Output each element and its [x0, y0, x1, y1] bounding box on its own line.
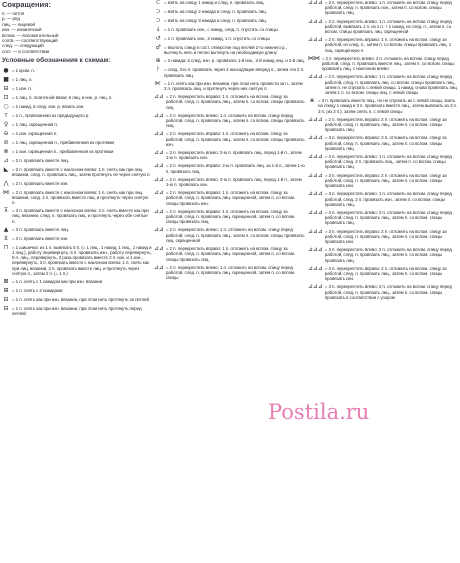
legend-list-left [2, 68, 152, 316]
abbreviation-item [2, 49, 152, 54]
legend-description: = 3 п. провязать вместе лиц. [12, 226, 70, 232]
column-left [2, 0, 152, 563]
legend-item [2, 190, 152, 206]
legend-item [308, 117, 458, 133]
abbreviation-text: соотв. — соответствующий [2, 38, 58, 44]
chart-symbol-icon: ⊿⊿⊿ [308, 0, 323, 6]
legend-item [2, 306, 152, 316]
chart-symbol-icon: ⊿⊿ [154, 130, 164, 138]
legend-item [2, 68, 152, 74]
abbreviation-text: след. — следующий [2, 43, 44, 49]
legend-item [308, 56, 458, 72]
column-middle [154, 0, 306, 563]
chart-symbol-icon: ⊿⊿⊿ [308, 227, 323, 235]
legend-item [154, 94, 306, 110]
chart-symbol-icon: ⊖ [3, 130, 9, 138]
legend-description: = 1 п. снять как при изн. вязании, при этом нить протянуть за петлей [12, 297, 149, 303]
chart-symbol-icon: ⋀ [3, 179, 9, 187]
legend-description: = 2 п. перекрестить влево: 1 п. отложить на вспом. спицу перед работой, след. п. провязать лиц. скрещенной, затем п. со вспом. спицы [165, 264, 296, 281]
legend-item [308, 135, 458, 151]
legend-description: = 1 накид, в след. изн. р. вязать изн. [12, 104, 85, 110]
chart-symbol-icon: ⊿⊿⊿ [308, 283, 323, 291]
chart-symbol-icon: ⊿⊿ [154, 226, 164, 234]
abbreviations-heading: Сокращения: [2, 0, 52, 9]
legend-item [2, 288, 152, 294]
legend-description: = 1 п. снять с 2 накидами [12, 288, 63, 294]
legend-item [154, 36, 306, 42]
chart-symbol-icon: ⊿⊿ [154, 207, 164, 215]
legend-item [308, 173, 458, 189]
legend-description: = 1 кром. п. [12, 68, 35, 74]
legend-description: = 1 лиц. п. платочной вязки: в лиц. и изн. р. лиц. п. [12, 95, 113, 101]
legend-description: = 3 п. перекрестить влево: 2 п. отложить на вспом. спицу перед работой, след. п. провязать лиц., затем п. со вспом. спицы провязать лиц. [324, 209, 452, 226]
legend-item [154, 150, 306, 160]
chart-symbol-icon: ⊿⊿ [154, 263, 164, 271]
legend-item [154, 67, 306, 77]
legend-description: = 1 п., провязанная из предыдущего р. [12, 113, 90, 119]
legend-item [308, 19, 458, 35]
legend-item [308, 229, 458, 245]
chart-symbol-icon: ♂ [155, 44, 161, 51]
legend-description: = 2 п. провязать вместе с наклоном влево: 1 п. снять как при лиц. вязании, след. 2 п. провязать вместе лиц. и протянуть через снятую п. [12, 189, 149, 206]
legend-item [154, 81, 306, 91]
legend-description: = 3 п. провязать вместе лиц., но не спускать их с левой спицы, взять на спицу 1 накид и 3 п. провязать вместе лиц., затем вывязать из 3 п. 3 п. (из 3 п.), затем снять п. с левой спицы [318, 98, 458, 114]
legend-description: = 2 п. перекрестить вправо: 1 п. отложить на вспом. спицу за работой, след. п. провязать лиц. скрещенной, затем п. со вспом. спицы провязать лиц. [165, 246, 296, 262]
legend-list-middle [154, 0, 306, 280]
chart-symbol-icon: ⊓ [3, 243, 9, 251]
chart-symbol-icon: ⊟ [3, 85, 9, 93]
column-right [308, 0, 458, 563]
chart-symbol-icon: ⊿⊿⊿ [308, 115, 323, 123]
legend-item [2, 158, 152, 164]
legend-description: = 2 п. перекрестить вправо: 1 п. отложить на вспом. спицу за работой, след. п. провязать лиц., затем п. со вспом. спицы провязать лиц. [165, 94, 305, 110]
legend-description: = 1 изн. п. [12, 86, 32, 92]
legend-description: = вколоть спицу в сост. отверстие под петлей 2-го нижнего р., вытянуть нить и петлю вытянуть на необходимую длину [164, 45, 287, 56]
legend-description: = 1 изн. скрещенная п. [12, 131, 58, 137]
chart-symbol-icon: ᚹ [156, 66, 160, 74]
legend-heading: Условные обозначения к схемам: [2, 57, 111, 65]
chart-symbol-icon: ● [3, 67, 9, 75]
chart-symbol-icon: ⋈ [3, 188, 9, 196]
chart-symbol-icon: ⊿⊿ [154, 111, 164, 119]
chart-symbol-icon: ⊿⊿⊿ [308, 208, 323, 216]
legend-description: = взять на спицу 3 накида и след. п. провязать лиц. [164, 18, 267, 23]
legend-description: = 2 п. провязать вместе изн. [12, 180, 69, 186]
legend-item [2, 140, 152, 146]
legend-description: = взять на спицу 2 накида и след. п. провязать лиц. [164, 9, 267, 14]
legend-description: = 2 п. перекрестить вправо: 1 п. отложить на вспом. спицу за работой, след. п. провязать лиц., затем п. со вспом. спицы провязать изн. [165, 131, 305, 147]
legend-description: = 2 п. перекрестить влево: 2-ю п. провязать лиц. перед 1-й п., затем 1-ю п. провязать изн. [165, 150, 302, 161]
legend-item [308, 247, 458, 263]
legend-description: = взять на спицу 1 накид и след. п. провязать лиц. [164, 0, 265, 5]
chart-symbol-icon: ⊿⊿⊿ [308, 73, 323, 81]
chart-symbol-icon: ⊃ [155, 8, 161, 15]
legend-description: = 2 п. перекрестить влево: 1 п. отложить на вспом. спицу перед работой, след. п. провязать лиц., затем п. со вспом. спицы провязать лиц. скрещенной [165, 227, 305, 243]
chart-symbol-icon: ⊘ [3, 139, 9, 147]
legend-item [2, 297, 152, 303]
legend-item [308, 266, 458, 282]
chart-symbol-icon: ⊂ [155, 0, 161, 6]
chart-symbol-icon: ⊿⊿⊿ [308, 246, 323, 254]
legend-item [308, 284, 458, 300]
legend-item [2, 77, 152, 83]
chart-symbol-icon: ⊿⊿ [154, 149, 164, 157]
legend-description: = 1 лиц. скрещенная п., прибавленная из протяжки [12, 140, 114, 146]
chart-symbol-icon: ⊿ [3, 157, 9, 165]
legend-description: = 2 п. провязать вместе лиц. [12, 158, 70, 164]
abbreviation-text: изн. — изнаночный [2, 27, 42, 33]
legend-item [2, 245, 152, 276]
legend-description: = 3 п. перекрестить влево: 1 п. отложить на вспом. спицу перед работой, след. 2 п. провязать лиц., затем п. со вспом. спицы провязать лиц. [324, 154, 452, 170]
legend-description: = 2 п. перекрестить влево: 1 п. отложить на вспом. спицу перед работой, след. п. провязать лиц. со вспом. спицы провязать лиц., затем п. не спускать с левой спицы, 1 накид, снова провязать лиц. затем 1 п. со вспом. спицы лиц. с левой спицы [324, 74, 458, 96]
legend-item [2, 113, 152, 119]
legend-item [154, 0, 306, 6]
legend-item [154, 113, 306, 129]
legend-item [154, 18, 306, 24]
chart-symbol-icon: ⊿⊿ [154, 245, 164, 253]
legend-item [2, 104, 152, 110]
legend-item [2, 122, 152, 128]
legend-description: = 1 п. провязать изн., 2 накид, 1 п. спустить со спицы [164, 36, 270, 41]
chart-symbol-icon: ⊿⊿⊿ [308, 264, 323, 272]
legend-description: = 1 лиц. скрещенная п. [12, 122, 58, 128]
legend-description: = 2 п. перекрестить влево: 1 п. отложить на вспом. спицу перед работой, след. п. провязать лиц., затем п. со вспом. спицы провязать лиц. [165, 112, 305, 129]
legend-item [308, 74, 458, 95]
legend-description: = 1 п. снять как при изн. вязании, при этом нить протянуть перед петлей [12, 306, 142, 317]
legend-item [154, 190, 306, 206]
legend-item [154, 131, 306, 147]
legend-description: = 2 накида: в след. изн. р. провязать 1-й изн., 2-й накид лиц. и 2-й лиц. [164, 58, 305, 64]
legend-item [2, 95, 152, 101]
legend-description: = 3 п. перекрестить вправо: 2 п. отложить на вспом. спицу за работой, след. п. провязать лиц., затем п. со вспом. спицы провязать изн. [324, 265, 447, 282]
legend-description: = 2 п. перекрестить вправо: 1 п. отложить на вспом. спицу за работой, след. п. провязать лиц. скрещенной, затем п. со вспом. спицы провязать лиц. [165, 208, 296, 225]
legend-description: = 3 п. перекрестить влево: 2 п. отложить на вспом. спицу перед работой, след. п. провязать лиц., затем п. со вспом. спицы провязать лиц. [324, 247, 452, 263]
legend-item [154, 9, 306, 15]
chart-symbol-icon: ⋈⋈ [308, 54, 320, 62]
chart-symbol-icon: ⊻ [3, 234, 9, 242]
chart-symbol-icon: ⊿⊿⊿ [308, 190, 323, 198]
chart-symbol-icon: ⊠ [3, 278, 9, 286]
legend-description: = 3 п. перекрестить влево: 1 п. отложить на вспом. спицу перед работой, след. 2 п. провязать изн., затем п. со вспом. спицы провязать лиц. [324, 191, 452, 207]
chart-symbol-icon: ⊞ [3, 287, 9, 295]
chart-symbol-icon: ⊿⊿ [154, 162, 164, 170]
legend-description: = 2 п. перекрестить вправо: 1 п. отложить на вспом. спицу за работой, след. п. провязать лиц. скрещенной, затем п. со вспом. спицы провязать изн. [165, 190, 296, 206]
chart-symbol-icon: ⊿⊿⊿ [308, 171, 323, 179]
chart-symbol-icon: ᴛ [4, 112, 8, 120]
legend-item [308, 0, 458, 16]
chart-symbol-icon: ♀ [3, 121, 9, 129]
chart-symbol-icon: ↓ [155, 26, 161, 33]
abbreviation-text: лиц. — лицевой [2, 21, 35, 27]
chart-symbol-icon: ⋇ [309, 97, 315, 105]
legend-description: = 2 п. перекрестить влево: 2-ю п. провязать лиц. перед 1-й п., затем 1-ю п. провязать изн. [165, 176, 302, 188]
legend-description: = 3 п. перекрестить влево: 2 п. отложить на вспом. спицу перед работой, след. п. провязать лиц., затем п. со вспом. спицы провязать в соответствии с узором [324, 284, 452, 300]
legend-description: = 2 п. перекрестить влево: 2 п. отложить на вспом. спицу перед работой, след. п. провязать вместе лиц., затем п. со вспом. спицы провязать лиц. с наклоном влево [321, 55, 455, 72]
legend-item [2, 279, 152, 285]
abbreviation-text: вспом. — вспомогательный [2, 32, 59, 38]
chart-symbol-icon: ⋉ [155, 79, 161, 87]
legend-item [2, 236, 152, 242]
legend-item [154, 209, 306, 225]
legend-description: = 2 п. перекрестить влево: 1 п. отложить на вспом. спицу перед работой, след. п. провязать изн., затем п. со вспом. спицы провязать лиц. [324, 0, 452, 16]
legend-item [2, 208, 152, 224]
chart-symbol-icon: ■ [3, 76, 9, 84]
legend-item [308, 37, 458, 53]
legend-item [2, 167, 152, 177]
chart-symbol-icon: ▲ [3, 225, 9, 233]
legend-item [154, 58, 306, 64]
legend-description: = 2 п. перекрестить влево: 1 п. отложить на вспом. спицу перед работой, вывязать 1 п. из 1 п. + 1 накид, из след. п., затем п. со вспом. спицы провязать лиц. скрещенной [324, 18, 452, 35]
legend-description: = след. 3-ю п. провязать через 2 нисходящие вперед п., затем эти 2 п. провязать лиц. [164, 67, 305, 78]
legend-item [308, 98, 458, 114]
legend-item [154, 246, 306, 262]
legend-item [308, 154, 458, 170]
chart-symbol-icon: ⊿⊿⊿ [308, 153, 323, 161]
chart-symbol-icon: ⊿⊿⊿ [308, 134, 323, 142]
legend-item [154, 177, 306, 187]
legend-description: = 3 п. перекрестить вправо: 2 п. отложить на вспом. спицу за работой, след. п. провязать лиц., затем п. со вспом. спицы провязать лиц. [324, 135, 447, 151]
legend-description: = 1 п. провязать изн., с накид, след. п. спустить со спицы [164, 27, 278, 32]
legend-description: = 1 лиц. п. [12, 77, 33, 83]
chart-symbol-icon: ○ [3, 103, 9, 111]
legend-list-right [308, 0, 458, 300]
legend-item [2, 181, 152, 187]
abbreviation-text: п. — петля [2, 11, 24, 16]
legend-description: = 1 п. снять как при изн. вязании, при этом нить провести за п., затем 2 п. провязать лиц. и протянуть через них снятую п. [164, 80, 303, 92]
legend-item [2, 227, 152, 233]
legend-item [154, 265, 306, 281]
legend-description: = 1 шишечка: из 1 п. вывязать 5 п. (= 1 лиц., 1 накид, 1 лиц., 1 накид и 1 лиц.), работу перевернуть, 5 п. провязать изн., работу перевернуть, 5 п. лиц., перевернуть, 2 раза провязать вместе 2 п. изн. и 1 изн., перевернуть, 3 п. провязать вместе с наклоном влево: 1 п. снять как при лиц. вязании, 2 п. провязать вместе лиц. и протянуть через снятую п., затем 2 п. (= 1 п.) [12, 244, 152, 276]
legend-item [154, 227, 306, 243]
chart-symbol-icon: ⊗ [3, 148, 9, 156]
legend-description: = 3 п. перекрестить вправо: 2 п. отложить на вспом. спицу за работой, след. п. провязать лиц., затем п. со вспом. спицы провязать изн. [324, 228, 447, 244]
legend-description: = 2 п. перекрестить вправо: 2-ю п. провязать лиц. за 1-й п., затем 1-ю п. провязать лиц. [165, 163, 305, 174]
legend-description: = 1 изн. скрещенная п., прибавленная из протяжки [12, 149, 114, 155]
chart-symbol-icon: ⊡ [3, 94, 9, 102]
legend-description: = 2 п. перекрестить вправо: 1 п. отложить на вспом. спицу за работой, из след. п., затем п. со вспом. спицы провязать лиц. 1 лиц. скрещенную п. [324, 37, 452, 53]
legend-item [2, 86, 152, 92]
legend-description: = 1 п. снять с 1 накидом как при изн. вязании [12, 279, 103, 285]
chart-symbol-icon: ⊼ [3, 207, 9, 215]
abbreviations-list [2, 11, 152, 54]
chart-symbol-icon: ↺ [155, 35, 161, 42]
chart-symbol-icon: ⊃ [155, 17, 161, 24]
chart-symbol-icon: ⊟ [3, 305, 9, 313]
legend-item [308, 191, 458, 207]
chart-symbol-icon: ⊿⊿⊿ [308, 36, 323, 44]
legend-description: = 2 п. перекрестить вправо: 2 п. отложить на вспом. спицу за работой, след. п. провязать лиц., затем п. со вспом. спицы провязать лиц. [324, 116, 447, 133]
legend-item [154, 45, 306, 55]
legend-item [154, 163, 306, 173]
chart-symbol-icon: ⊿⊿⊿ [308, 17, 323, 25]
abbreviation-text: сост. — в соответствии [2, 48, 50, 54]
legend-description: = 2 п. провязать вместе с наклоном влево: 1 п. снять как при лиц. вязании, след. п. провязать лиц., затем протянуть ее через снятую п. [12, 167, 151, 178]
watermark-logo: Postila.ru [268, 400, 370, 424]
chart-symbol-icon: ⊕ [155, 57, 161, 65]
chart-symbol-icon: ◣ [3, 166, 9, 174]
abbreviation-text: р. — ряд [2, 16, 20, 22]
chart-symbol-icon: ⊿⊿ [154, 93, 164, 101]
legend-description: = 3 п. провязать вместе изн. [12, 235, 69, 241]
legend-item [154, 27, 306, 33]
chart-symbol-icon: ⊟ [3, 296, 9, 304]
legend-description: = 3 п. провязать вместе с наклоном влево: 2 п. снять вместе как при лиц. вязании, след. п. провязать лиц. и протянуть через обе снятые п. [12, 208, 149, 224]
legend-item [2, 131, 152, 137]
chart-symbol-icon: ⊿⊿ [154, 189, 164, 197]
chart-symbol-icon: ⊿⊿ [154, 175, 164, 183]
legend-item [308, 210, 458, 226]
legend-item [2, 149, 152, 155]
legend-description: = 3 п. перекрестить вправо: 2 п. отложить на вспом. спицу за работой, след. п. провязать лиц., затем п. со вспом. спицы провязать изн. [324, 172, 447, 189]
